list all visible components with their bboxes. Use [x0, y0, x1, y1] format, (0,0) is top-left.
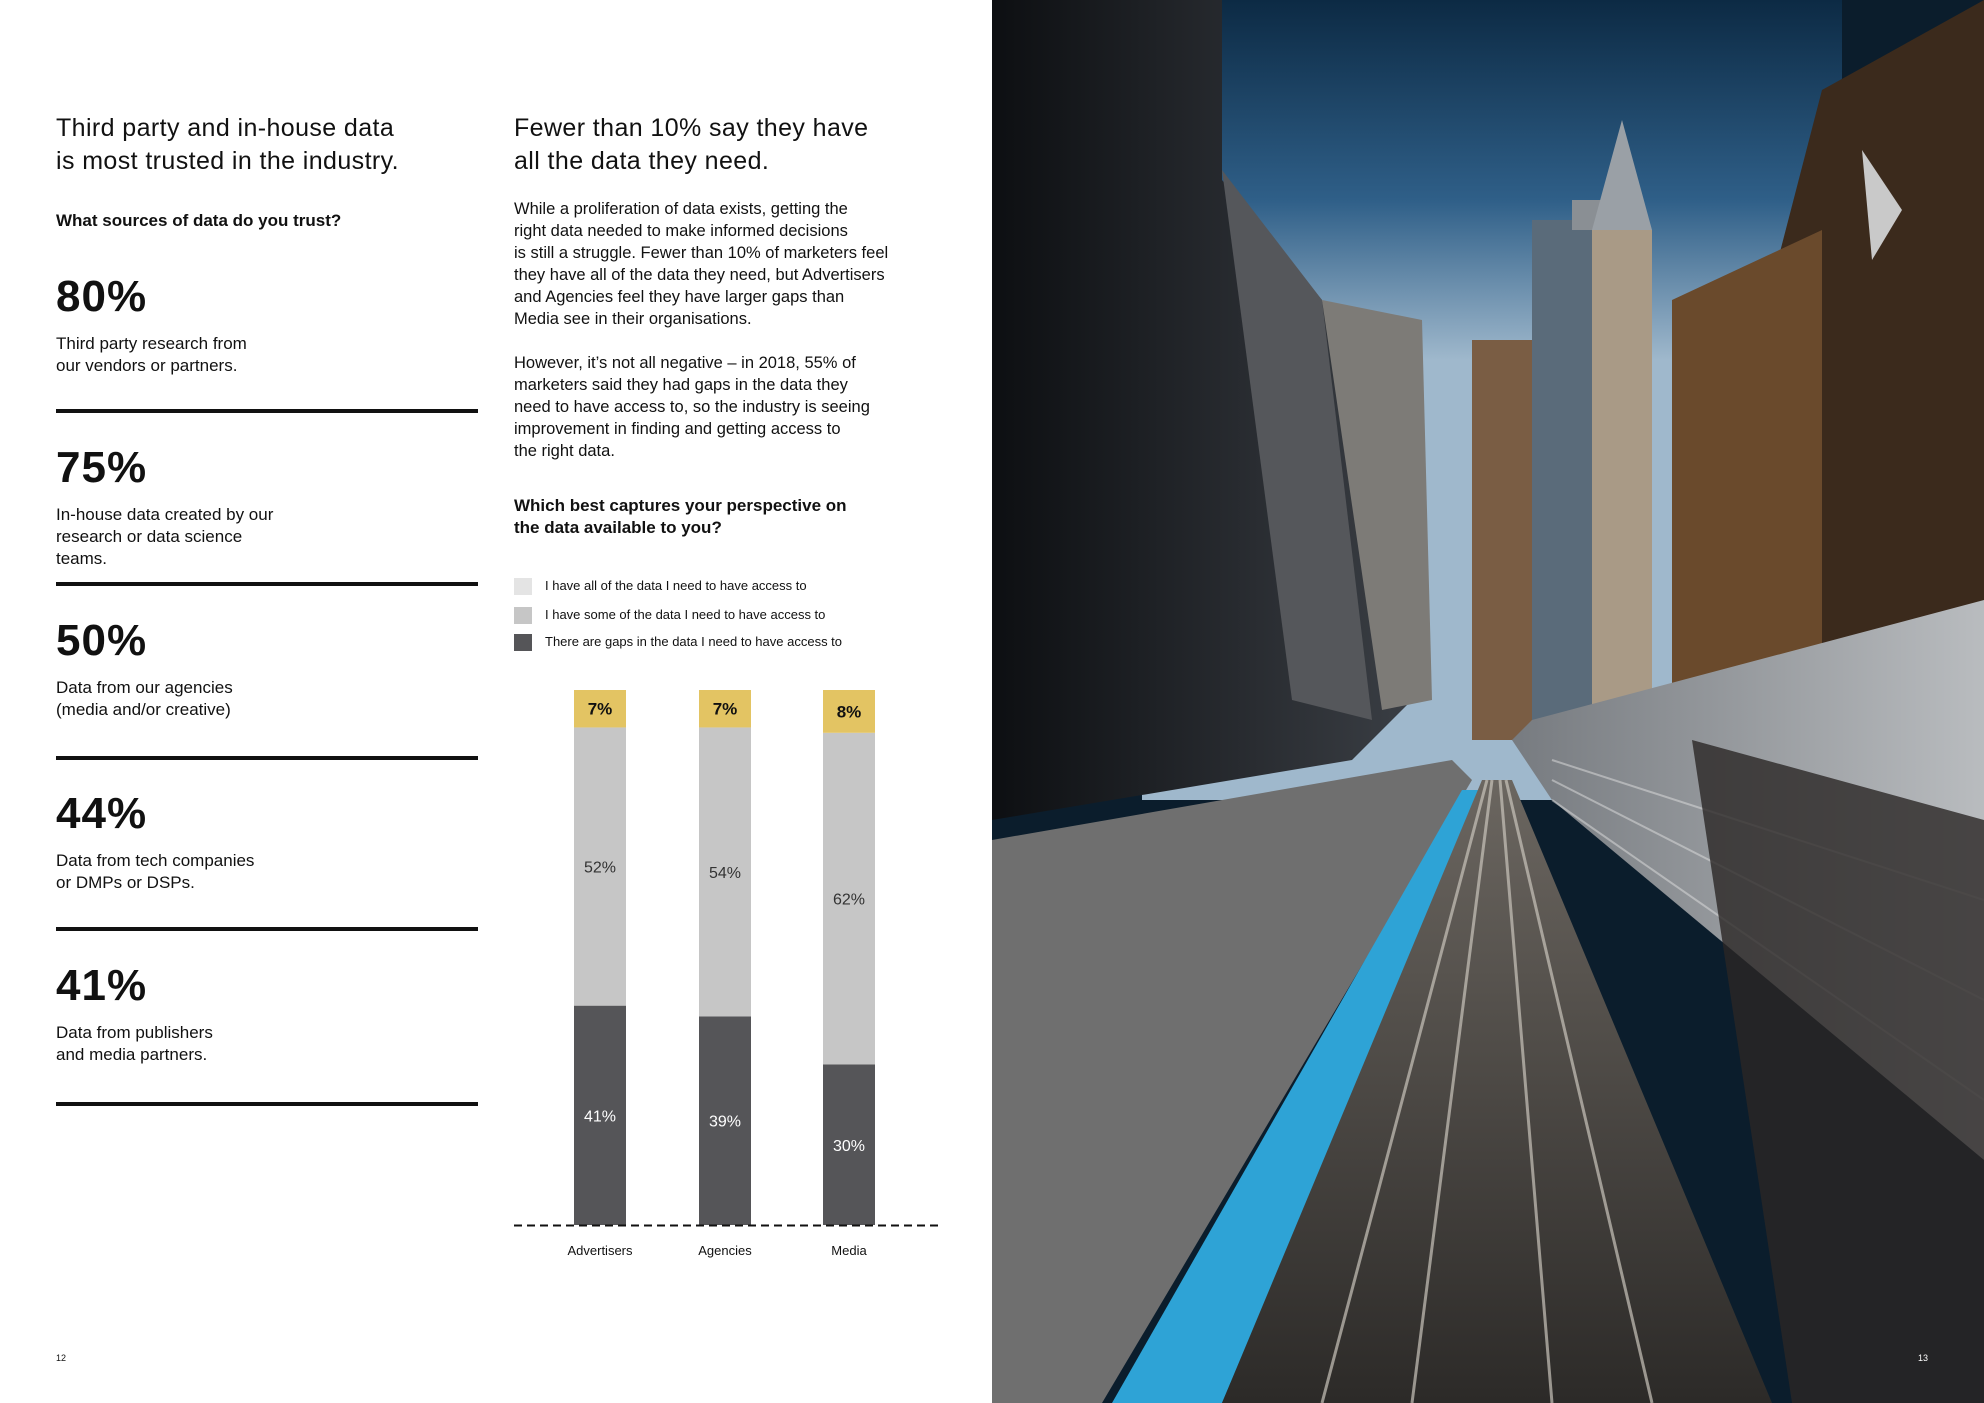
- left-question: What sources of data do you trust?: [56, 211, 342, 230]
- stat-percent: 80%: [56, 272, 148, 321]
- stat-description: Third party research from our vendors or partners.: [56, 334, 247, 375]
- x-tick-label-agencies: Agencies: [698, 1243, 752, 1258]
- stat-percent: 50%: [56, 616, 148, 665]
- divider: [56, 1102, 478, 1106]
- divider: [56, 927, 478, 931]
- stat-in-house: [56, 444, 478, 570]
- stat-description: Data from tech companies or DMPs or DSPs.: [56, 851, 255, 892]
- data-label-agencies-series-1: 54%: [708, 864, 742, 882]
- city-train-photo: [992, 0, 1984, 1403]
- divider: [56, 756, 478, 760]
- stat-agencies: [56, 617, 478, 721]
- data-label-media-series-2: 8%: [836, 702, 862, 722]
- x-tick-label-advertisers: Advertisers: [567, 1243, 633, 1258]
- x-tick-label-media: Media: [831, 1243, 867, 1258]
- data-label-advertisers-series-2: 7%: [587, 699, 613, 719]
- legend-swatch: [514, 634, 532, 651]
- stat-percent: 75%: [56, 443, 148, 492]
- body-paragraph-2: However, it’s not all negative – in 2018, 55% of marketers said they had gaps in the data they need to have access to, so the industry is seeing improvement in finding and getting access to the right data.: [514, 354, 870, 460]
- stat-description: Data from our agencies (media and/or creative): [56, 678, 233, 719]
- body-paragraph-1: While a proliferation of data exists, getting the right data needed to make informed decisions is still a struggle. Fewer than 10% of marketers feel they have all of the data they need, but Advertisers and Agencies feel they have larger gaps than Media see in their organisations.: [514, 200, 889, 328]
- left-title: Third party and in-house data is most trusted in the industry.: [56, 114, 400, 175]
- stacked-bar-chart: [500, 680, 950, 1270]
- data-label-advertisers-series-1: 52%: [583, 859, 617, 877]
- data-label-agencies-series-0: 39%: [708, 1113, 742, 1131]
- page-number-right: 13: [1918, 1353, 1929, 1363]
- stat-publishers: [56, 962, 478, 1066]
- legend-swatch: [514, 607, 532, 624]
- legend-label: There are gaps in the data I need to have access to: [545, 634, 843, 649]
- data-label-media-series-0: 30%: [832, 1137, 866, 1155]
- chart-question: Which best captures your perspective on the data available to you?: [514, 496, 847, 537]
- stat-percent: 41%: [56, 961, 148, 1010]
- data-label-agencies-series-2: 7%: [712, 699, 738, 719]
- stat-percent: 44%: [56, 789, 148, 838]
- stat-description: In-house data created by our research or data science teams.: [56, 505, 274, 568]
- legend-swatch: [514, 578, 532, 595]
- data-label-advertisers-series-0: 41%: [583, 1108, 617, 1126]
- divider: [56, 582, 478, 586]
- stat-third-party: [56, 273, 478, 377]
- stat-tech-companies: [56, 790, 478, 894]
- page-number-left: 12: [56, 1353, 67, 1363]
- legend-label: I have all of the data I need to have access to: [545, 578, 807, 593]
- data-label-media-series-1: 62%: [832, 891, 866, 909]
- middle-title: Fewer than 10% say they have all the data they need.: [514, 114, 869, 175]
- divider: [56, 409, 478, 413]
- legend-label: I have some of the data I need to have access to: [545, 607, 826, 622]
- stat-description: Data from publishers and media partners.: [56, 1023, 213, 1064]
